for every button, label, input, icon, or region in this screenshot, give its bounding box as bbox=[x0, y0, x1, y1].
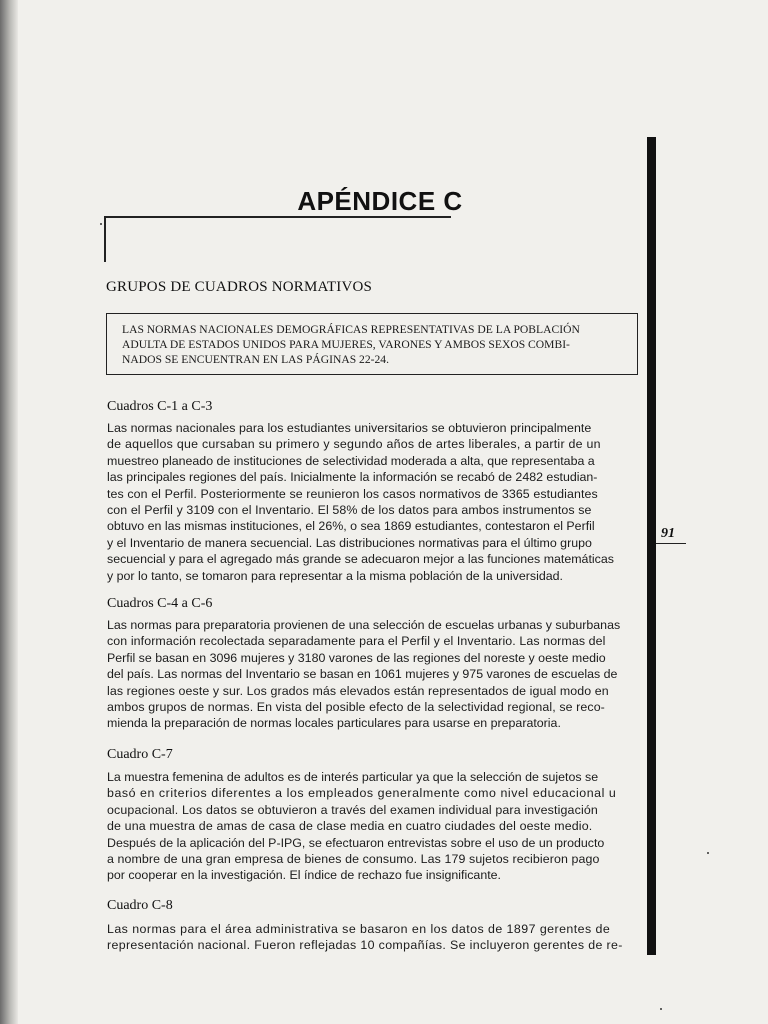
book-gutter-shadow bbox=[0, 0, 18, 1024]
paragraph-line: con el Perfil y 3109 con el Inventario. El 58% de los datos para ambos instrumentos se bbox=[107, 503, 592, 518]
subsection-heading-c1-c3: Cuadros C-1 a C-3 bbox=[107, 399, 213, 414]
paragraph-line: Después de la aplicación del P-IPG, se efectuaron entrevistas sobre el uso de un producto bbox=[107, 835, 605, 850]
subsection-heading-c7: Cuadro C-7 bbox=[107, 747, 173, 762]
paragraph-line: de aquellos que cursaban su primero y segundo años de artes liberales, a partir de un bbox=[107, 437, 601, 452]
paragraph-line: representación nacional. Fueron reflejadas 10 compañías. Se incluyeron gerentes de re- bbox=[107, 938, 623, 953]
page-number-rule bbox=[656, 543, 686, 544]
paragraph-line: de una muestra de amas de casa de clase media en cuatro ciudades del oeste medio. bbox=[107, 819, 593, 834]
paragraph-line: ocupacional. Los datos se obtuvieron a través del examen individual para investigación bbox=[107, 802, 598, 817]
paragraph-line: muestreo planeado de instituciones de selectividad moderada a alta, que representaba a bbox=[107, 453, 595, 468]
paragraph-line: Las normas para el área administrativa se basaron en los datos de 1897 gerentes de bbox=[107, 922, 611, 936]
paragraph-line: las principales regiones del país. Inicialmente la información se recabó de 2482 estudian- bbox=[107, 470, 598, 485]
scan-speck bbox=[100, 223, 102, 225]
paragraph-line: a nombre de una gran empresa de bienes de consumo. Las 179 sujetos recibieron pago bbox=[107, 852, 600, 867]
scan-speck bbox=[660, 1008, 662, 1010]
paragraph-line: basó en criterios diferentes a los empleados generalmente como nivel educacional u bbox=[107, 786, 617, 801]
paragraph-line: y el Inventario de manera secuencial. Las distribuciones normativas para el último grupo bbox=[107, 535, 592, 550]
paragraph-line: con información recolectada separadamente para el Perfil y el Inventario. Las normas del bbox=[107, 634, 606, 649]
thumb-index-bar bbox=[647, 137, 656, 955]
paragraph-line: por cooperar en la investigación. El índice de rechazo fue insignificante. bbox=[107, 868, 501, 883]
note-line: ADULTA DE ESTADOS UNIDOS PARA MUJERES, VARONES Y AMBOS SEXOS COMBI- bbox=[122, 338, 570, 351]
scan-speck bbox=[707, 852, 709, 854]
note-box bbox=[106, 313, 638, 375]
paragraph-line: tes con el Perfil. Posteriormente se reunieron los casos normativos de 3365 estudiantes bbox=[107, 486, 598, 501]
subsection-heading-c8: Cuadro C-8 bbox=[107, 898, 173, 913]
paragraph-line: Las normas para preparatoria provienen de una selección de escuelas urbanas y suburbanas bbox=[107, 618, 621, 632]
paragraph-line: del país. Las normas del Inventario se basan en 1061 mujeres y 975 varones de escuelas de bbox=[107, 667, 618, 682]
paragraph-line: Las normas nacionales para los estudiantes universitarios se obtuvieron principalmente bbox=[107, 421, 592, 435]
title-rule-vertical bbox=[104, 216, 106, 262]
paragraph-line: secuencial y para el agregado más grande se adecuaron mejor a las funciones matemáticas bbox=[107, 552, 614, 567]
title-rule-horizontal bbox=[104, 216, 451, 218]
paragraph-c7 bbox=[107, 769, 640, 884]
paragraph-c8 bbox=[107, 921, 640, 954]
paragraph-c1-c3 bbox=[107, 420, 640, 584]
paragraph-c4-c6 bbox=[107, 617, 640, 732]
paragraph-line: La muestra femenina de adultos es de interés particular ya que la selección de sujetos se bbox=[107, 770, 599, 784]
subsection-heading-c4-c6: Cuadros C-4 a C-6 bbox=[107, 596, 213, 611]
paragraph-line: ambos grupos de normas. En vista del posible efecto de la selectividad regional, se reco- bbox=[107, 700, 605, 715]
note-line: NADOS SE ENCUENTRAN EN LAS PÁGINAS 22-24. bbox=[122, 353, 389, 366]
paragraph-line: mienda la preparación de normas locales particulares para usarse en preparatoria. bbox=[107, 716, 561, 731]
paragraph-line: obtuvo en las mismas instituciones, el 26%, o sea 1869 estudiantes, contestaron el Perfil bbox=[107, 519, 595, 534]
paragraph-line: las regiones oeste y sur. Los grados más elevados están representados de igual modo en bbox=[107, 683, 609, 698]
page-number: 91 bbox=[661, 526, 675, 541]
paragraph-line: y por lo tanto, se tomaron para representar a la misma población de la universidad. bbox=[107, 568, 563, 583]
paragraph-line: Perfil se basan en 3096 mujeres y 3180 varones de las regiones del noreste y oeste medio bbox=[107, 650, 606, 665]
appendix-title: APÉNDICE C bbox=[297, 186, 463, 216]
note-line: LAS NORMAS NACIONALES DEMOGRÁFICAS REPRESENTATIVAS DE LA POBLACIÓN bbox=[122, 323, 580, 336]
section-heading: GRUPOS DE CUADROS NORMATIVOS bbox=[106, 279, 373, 295]
